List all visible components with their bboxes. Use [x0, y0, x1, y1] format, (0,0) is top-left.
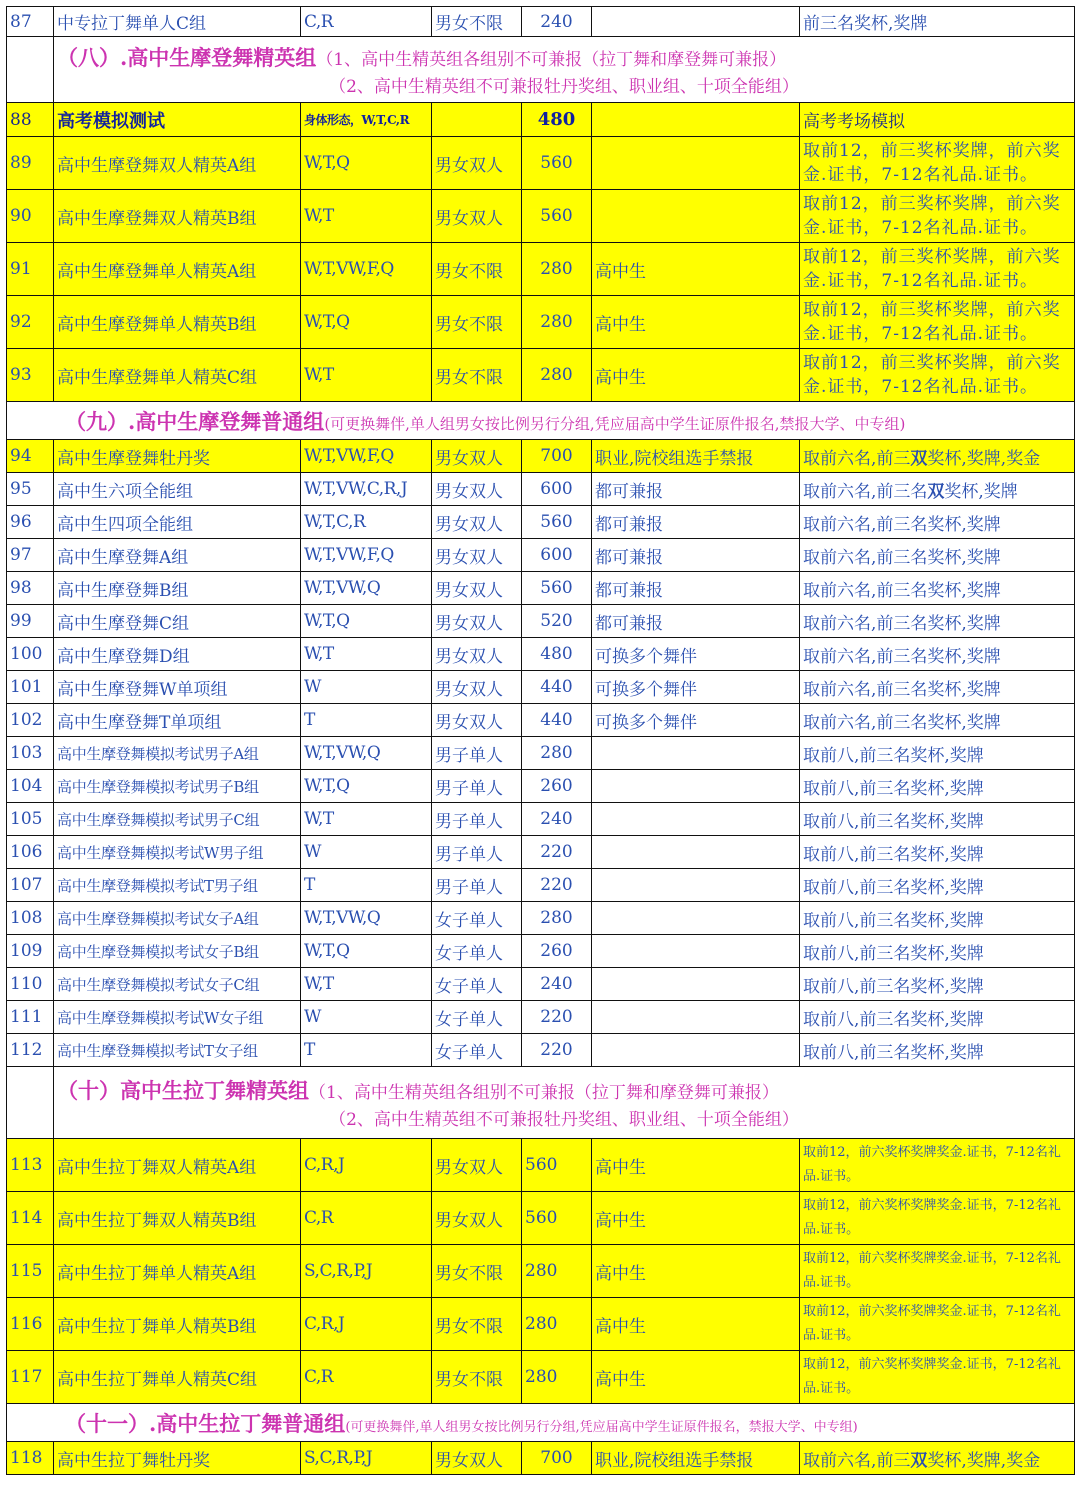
award-double-mark: 双 [910, 1450, 928, 1471]
event-fee: 240 [522, 7, 592, 37]
event-fee: 280 [522, 349, 592, 402]
event-name: 高中生摩登舞单人精英B组 [54, 296, 301, 349]
table-row [7, 1192, 1075, 1245]
event-name: 高中生摩登舞模拟考试男子C组 [54, 803, 301, 836]
event-note [592, 737, 800, 770]
event-number: 90 [7, 190, 54, 243]
award-text: 奖杯,奖牌,奖金 [927, 448, 1041, 469]
event-number: 99 [7, 605, 54, 638]
event-number: 88 [7, 103, 54, 137]
event-name: 高中生摩登舞模拟考试W男子组 [54, 836, 301, 869]
event-name: 高中生拉丁舞牡丹奖 [54, 1442, 301, 1475]
event-fee: 220 [522, 1034, 592, 1067]
event-dances: S,C,R,P,J [301, 1442, 432, 1475]
event-note: 高中生 [592, 1245, 800, 1298]
event-number: 91 [7, 243, 54, 296]
event-dances: C,R [301, 1192, 432, 1245]
event-name: 高中生摩登舞C组 [54, 605, 301, 638]
event-name: 高中生摩登舞T单项组 [54, 704, 301, 737]
event-note [592, 1001, 800, 1034]
event-gender: 男女不限 [432, 1351, 522, 1404]
event-fee: 600 [522, 473, 592, 506]
event-name: 高中生摩登舞单人精英C组 [54, 349, 301, 402]
event-gender: 男女双人 [432, 638, 522, 671]
event-award: 取前12，前六奖杯奖牌奖金.证书，7-12名礼品.证书。 [800, 1192, 1075, 1245]
event-name: 高中生摩登舞模拟考试女子B组 [54, 935, 301, 968]
event-fee: 560 [522, 190, 592, 243]
event-fee: 480 [522, 103, 592, 137]
event-table [6, 6, 1075, 1475]
table-row [7, 506, 1075, 539]
event-dances: C,R [301, 1351, 432, 1404]
table-row [7, 704, 1075, 737]
event-gender: 男女不限 [432, 1298, 522, 1351]
event-dances: W [301, 836, 432, 869]
table-row [7, 836, 1075, 869]
section-header [7, 402, 1075, 440]
event-gender: 男女双人 [432, 572, 522, 605]
event-fee: 280 [522, 243, 592, 296]
event-award: 取前八,前三名奖杯,奖牌 [800, 836, 1075, 869]
event-fee: 700 [522, 1442, 592, 1475]
event-number: 104 [7, 770, 54, 803]
event-award: 取前六名,前三名奖杯,奖牌 [800, 539, 1075, 572]
event-fee: 280 [522, 296, 592, 349]
section-spacer [7, 1067, 54, 1139]
section-note: （1、高中生精英组各组别不可兼报（拉丁舞和摩登舞可兼报） [316, 50, 787, 70]
event-gender: 女子单人 [432, 935, 522, 968]
section-header [7, 37, 1075, 103]
event-dances: T [301, 869, 432, 902]
event-award [800, 1442, 1075, 1475]
event-number: 101 [7, 671, 54, 704]
event-award: 取前八,前三名奖杯,奖牌 [800, 1034, 1075, 1067]
event-number: 115 [7, 1245, 54, 1298]
event-award: 取前六名,前三名奖杯,奖牌 [800, 704, 1075, 737]
table-row [7, 1034, 1075, 1067]
event-award: 取前六名,前三名奖杯,奖牌 [800, 638, 1075, 671]
event-gender: 女子单人 [432, 1034, 522, 1067]
event-name: 高中生拉丁舞双人精英B组 [54, 1192, 301, 1245]
event-dances: W [301, 1001, 432, 1034]
event-number: 93 [7, 349, 54, 402]
event-note: 职业,院校组选手禁报 [592, 1442, 800, 1475]
event-dances: T [301, 704, 432, 737]
event-number: 94 [7, 440, 54, 473]
event-note: 高中生 [592, 1298, 800, 1351]
event-note: 都可兼报 [592, 572, 800, 605]
event-note [592, 935, 800, 968]
event-gender: 男女双人 [432, 473, 522, 506]
table-row [7, 103, 1075, 137]
event-award: 取前八,前三名奖杯,奖牌 [800, 902, 1075, 935]
event-name: 高中生拉丁舞双人精英A组 [54, 1139, 301, 1192]
event-award: 取前12，前三奖杯奖牌，前六奖金.证书，7-12名礼品.证书。 [800, 296, 1075, 349]
event-gender: 男女双人 [432, 1139, 522, 1192]
event-dances: W,T,Q [301, 605, 432, 638]
event-dances: W,T,Q [301, 770, 432, 803]
table-row [7, 572, 1075, 605]
section-spacer [7, 37, 54, 103]
event-number: 105 [7, 803, 54, 836]
event-dances: W,T,VW,C,R,J [301, 473, 432, 506]
event-name: 高中生摩登舞单人精英A组 [54, 243, 301, 296]
table-row [7, 605, 1075, 638]
event-gender: 女子单人 [432, 1001, 522, 1034]
event-award: 取前12，前三奖杯奖牌，前六奖金.证书，7-12名礼品.证书。 [800, 243, 1075, 296]
event-number: 92 [7, 296, 54, 349]
event-fee: 280 [522, 1351, 592, 1404]
event-award: 取前六名,前三名奖杯,奖牌 [800, 605, 1075, 638]
event-name: 高中生摩登舞模拟考试女子A组 [54, 902, 301, 935]
event-fee: 560 [522, 506, 592, 539]
event-gender: 男子单人 [432, 770, 522, 803]
event-note [592, 968, 800, 1001]
section-title: （八）.高中生摩登舞精英组 [57, 45, 317, 70]
event-fee: 280 [522, 737, 592, 770]
table-row [7, 440, 1075, 473]
event-note: 可换多个舞伴 [592, 704, 800, 737]
event-number: 97 [7, 539, 54, 572]
event-fee: 440 [522, 671, 592, 704]
event-name: 高中生摩登舞双人精英A组 [54, 137, 301, 190]
event-note: 高中生 [592, 1192, 800, 1245]
event-name: 高考模拟测试 [54, 103, 301, 137]
section-heading [54, 1067, 1075, 1139]
table-row [7, 539, 1075, 572]
event-dances: S,C,R,P,J [301, 1245, 432, 1298]
event-note [592, 869, 800, 902]
event-gender: 男女双人 [432, 704, 522, 737]
event-gender: 男女双人 [432, 539, 522, 572]
section-heading [54, 37, 1075, 103]
event-number: 103 [7, 737, 54, 770]
event-note: 可换多个舞伴 [592, 638, 800, 671]
event-dances: W,T,VW,Q [301, 572, 432, 605]
event-fee: 220 [522, 1001, 592, 1034]
event-gender: 男女双人 [432, 1192, 522, 1245]
event-dances: W,T,VW,F,Q [301, 539, 432, 572]
table-row [7, 349, 1075, 402]
event-number: 114 [7, 1192, 54, 1245]
event-gender [432, 103, 522, 137]
event-dances: W,T,VW,F,Q [301, 243, 432, 296]
event-note [592, 902, 800, 935]
event-fee: 240 [522, 968, 592, 1001]
event-name: 高中生摩登舞牡丹奖 [54, 440, 301, 473]
event-fee: 440 [522, 704, 592, 737]
section-note-2: （2、高中生精英组不可兼报牡丹奖组、职业组、十项全能组） [329, 77, 799, 97]
event-dances: C,R [301, 7, 432, 37]
event-name: 高中生摩登舞模拟考试女子C组 [54, 968, 301, 1001]
event-note [592, 770, 800, 803]
event-fee: 260 [522, 770, 592, 803]
event-name: 高中生拉丁舞单人精英A组 [54, 1245, 301, 1298]
event-fee: 280 [522, 1298, 592, 1351]
event-note: 高中生 [592, 296, 800, 349]
event-note: 高中生 [592, 243, 800, 296]
table-row [7, 1139, 1075, 1192]
event-award: 取前12，前六奖杯奖牌奖金.证书，7-12名礼品.证书。 [800, 1298, 1075, 1351]
event-fee: 560 [522, 137, 592, 190]
event-gender: 男女双人 [432, 605, 522, 638]
event-gender: 男女不限 [432, 7, 522, 37]
table-row [7, 902, 1075, 935]
event-gender: 男女双人 [432, 671, 522, 704]
event-award: 取前八,前三名奖杯,奖牌 [800, 770, 1075, 803]
event-award: 取前八,前三名奖杯,奖牌 [800, 1001, 1075, 1034]
event-dances: C,R,J [301, 1298, 432, 1351]
event-dances: T [301, 1034, 432, 1067]
event-name: 中专拉丁舞单人C组 [54, 7, 301, 37]
table-row [7, 1001, 1075, 1034]
event-note: 高中生 [592, 1351, 800, 1404]
event-note [592, 1034, 800, 1067]
event-number: 117 [7, 1351, 54, 1404]
event-award: 取前六名,前三名奖杯,奖牌 [800, 671, 1075, 704]
event-fee: 560 [522, 1192, 592, 1245]
event-name: 高中生摩登舞D组 [54, 638, 301, 671]
event-number: 102 [7, 704, 54, 737]
event-number: 107 [7, 869, 54, 902]
award-double-mark: 双 [927, 481, 945, 502]
event-number: 109 [7, 935, 54, 968]
event-award: 取前八,前三名奖杯,奖牌 [800, 803, 1075, 836]
event-gender: 男女双人 [432, 506, 522, 539]
event-dances: W,T [301, 190, 432, 243]
event-name: 高中生摩登舞模拟考试男子A组 [54, 737, 301, 770]
event-fee: 560 [522, 572, 592, 605]
event-name: 高中生摩登舞A组 [54, 539, 301, 572]
event-gender: 男女双人 [432, 440, 522, 473]
event-fee: 600 [522, 539, 592, 572]
table-row [7, 243, 1075, 296]
event-gender: 男子单人 [432, 836, 522, 869]
event-fee: 240 [522, 803, 592, 836]
event-dances: W,T,VW,Q [301, 737, 432, 770]
event-number: 113 [7, 1139, 54, 1192]
event-award: 取前12，前六奖杯奖牌奖金.证书，7-12名礼品.证书。 [800, 1351, 1075, 1404]
event-note: 都可兼报 [592, 539, 800, 572]
event-gender: 男子单人 [432, 803, 522, 836]
table-row [7, 7, 1075, 37]
table-row [7, 1245, 1075, 1298]
table-row [7, 638, 1075, 671]
event-dances: W,T,Q [301, 935, 432, 968]
event-note: 高中生 [592, 349, 800, 402]
award-text: 奖杯,奖牌,奖金 [927, 1450, 1041, 1471]
event-name: 高中生摩登舞模拟考试W女子组 [54, 1001, 301, 1034]
event-note: 都可兼报 [592, 506, 800, 539]
table-row [7, 968, 1075, 1001]
event-number: 96 [7, 506, 54, 539]
event-number: 89 [7, 137, 54, 190]
event-dances: W,T [301, 968, 432, 1001]
event-name: 高中生四项全能组 [54, 506, 301, 539]
event-dances: W,T,VW,F,Q [301, 440, 432, 473]
award-double-mark: 双 [910, 448, 928, 469]
event-name: 高中生摩登舞模拟考试男子B组 [54, 770, 301, 803]
event-gender: 男女不限 [432, 1245, 522, 1298]
event-dances: W,T [301, 803, 432, 836]
event-fee: 280 [522, 902, 592, 935]
event-fee: 260 [522, 935, 592, 968]
event-fee: 280 [522, 1245, 592, 1298]
event-gender: 男子单人 [432, 869, 522, 902]
event-gender: 男女双人 [432, 190, 522, 243]
event-number: 116 [7, 1298, 54, 1351]
event-name: 高中生摩登舞模拟考试T男子组 [54, 869, 301, 902]
table-row [7, 190, 1075, 243]
award-text: 取前六名,前三名 [803, 481, 928, 502]
event-number: 87 [7, 7, 54, 37]
section-note: （1、高中生精英组各组别不可兼报（拉丁舞和摩登舞可兼报） [309, 1083, 779, 1103]
event-dances: 身体形态，W,T,C,R [301, 103, 432, 137]
event-gender: 女子单人 [432, 902, 522, 935]
section-note: (可更换舞伴,单人组男女按比例另行分组,凭应届高中学生证原件报名，禁报大学、中专组) [345, 1419, 858, 1435]
event-gender: 男女双人 [432, 137, 522, 190]
event-note [592, 190, 800, 243]
table-row [7, 869, 1075, 902]
section-title: （九）.高中生摩登舞普通组 [65, 408, 325, 434]
table-row [7, 473, 1075, 506]
event-fee: 220 [522, 836, 592, 869]
event-award: 取前12，前三奖杯奖牌，前六奖金.证书，7-12名礼品.证书。 [800, 190, 1075, 243]
event-award: 高考考场模拟 [800, 103, 1075, 137]
event-name: 高中生拉丁舞单人精英C组 [54, 1351, 301, 1404]
event-note [592, 137, 800, 190]
event-dances: W,T [301, 349, 432, 402]
section-header [7, 1404, 1075, 1442]
event-number: 111 [7, 1001, 54, 1034]
event-name: 高中生摩登舞双人精英B组 [54, 190, 301, 243]
award-text: 取前六名,前三 [803, 448, 911, 469]
event-gender: 女子单人 [432, 968, 522, 1001]
event-dances: W,T,VW,Q [301, 902, 432, 935]
event-note [592, 7, 800, 37]
event-name: 高中生拉丁舞单人精英B组 [54, 1298, 301, 1351]
event-note [592, 103, 800, 137]
event-note: 职业,院校组选手禁报 [592, 440, 800, 473]
section-heading [7, 402, 1075, 440]
event-name: 高中生摩登舞W单项组 [54, 671, 301, 704]
event-dances: W,T,C,R [301, 506, 432, 539]
award-text: 取前六名,前三 [803, 1450, 911, 1471]
section-header [7, 1067, 1075, 1139]
event-award: 取前八,前三名奖杯,奖牌 [800, 935, 1075, 968]
table-row [7, 737, 1075, 770]
event-fee: 560 [522, 1139, 592, 1192]
table-row [7, 803, 1075, 836]
event-gender: 男女不限 [432, 243, 522, 296]
event-award: 取前12，前六奖杯奖牌奖金.证书，7-12名礼品.证书。 [800, 1139, 1075, 1192]
event-award: 取前八,前三名奖杯,奖牌 [800, 968, 1075, 1001]
event-number: 108 [7, 902, 54, 935]
event-award: 取前八,前三名奖杯,奖牌 [800, 737, 1075, 770]
event-dances: W,T [301, 638, 432, 671]
event-dances: W [301, 671, 432, 704]
section-title: （十一）.高中生拉丁舞普通组 [65, 1410, 346, 1436]
event-award: 取前12，前六奖杯奖牌奖金.证书，7-12名礼品.证书。 [800, 1245, 1075, 1298]
table-row [7, 296, 1075, 349]
table-row [7, 671, 1075, 704]
event-gender: 男子单人 [432, 737, 522, 770]
event-award: 取前六名,前三名奖杯,奖牌 [800, 572, 1075, 605]
event-number: 100 [7, 638, 54, 671]
event-note: 都可兼报 [592, 473, 800, 506]
event-dances: W,T,Q [301, 296, 432, 349]
event-award: 取前12，前三奖杯奖牌，前六奖金.证书，7-12名礼品.证书。 [800, 349, 1075, 402]
event-number: 118 [7, 1442, 54, 1475]
section-note: (可更换舞伴,单人组男女按比例另行分组,凭应届高中学生证原件报名,禁报大学、中专组) [324, 414, 906, 433]
event-award: 取前12，前三奖杯奖牌，前六奖金.证书，7-12名礼品.证书。 [800, 137, 1075, 190]
event-number: 110 [7, 968, 54, 1001]
table-row [7, 1298, 1075, 1351]
section-note-2: （2、高中生精英组不可兼报牡丹奖组、职业组、十项全能组） [329, 1110, 799, 1130]
event-name: 高中生摩登舞模拟考试T女子组 [54, 1034, 301, 1067]
event-number: 98 [7, 572, 54, 605]
table-row [7, 1351, 1075, 1404]
table-row [7, 935, 1075, 968]
event-award [800, 440, 1075, 473]
event-note: 都可兼报 [592, 605, 800, 638]
event-award [800, 473, 1075, 506]
event-note: 高中生 [592, 1139, 800, 1192]
event-award: 前三名奖杯,奖牌 [800, 7, 1075, 37]
event-award: 取前六名,前三名奖杯,奖牌 [800, 506, 1075, 539]
event-note: 可换多个舞伴 [592, 671, 800, 704]
event-note [592, 836, 800, 869]
event-name: 高中生摩登舞B组 [54, 572, 301, 605]
table-row [7, 1442, 1075, 1475]
event-fee: 480 [522, 638, 592, 671]
event-gender: 男女不限 [432, 349, 522, 402]
event-gender: 男女双人 [432, 1442, 522, 1475]
section-title: （十）高中生拉丁舞精英组 [57, 1078, 309, 1103]
event-gender: 男女不限 [432, 296, 522, 349]
award-text: 奖杯,奖牌 [944, 481, 1018, 502]
table-row [7, 770, 1075, 803]
event-note [592, 803, 800, 836]
event-number: 112 [7, 1034, 54, 1067]
section-heading [7, 1404, 1075, 1442]
event-fee: 520 [522, 605, 592, 638]
event-dances: W,T,Q [301, 137, 432, 190]
event-number: 95 [7, 473, 54, 506]
event-number: 106 [7, 836, 54, 869]
event-name: 高中生六项全能组 [54, 473, 301, 506]
event-fee: 220 [522, 869, 592, 902]
table-row [7, 137, 1075, 190]
event-award: 取前八,前三名奖杯,奖牌 [800, 869, 1075, 902]
event-dances: C,R,J [301, 1139, 432, 1192]
event-fee: 700 [522, 440, 592, 473]
